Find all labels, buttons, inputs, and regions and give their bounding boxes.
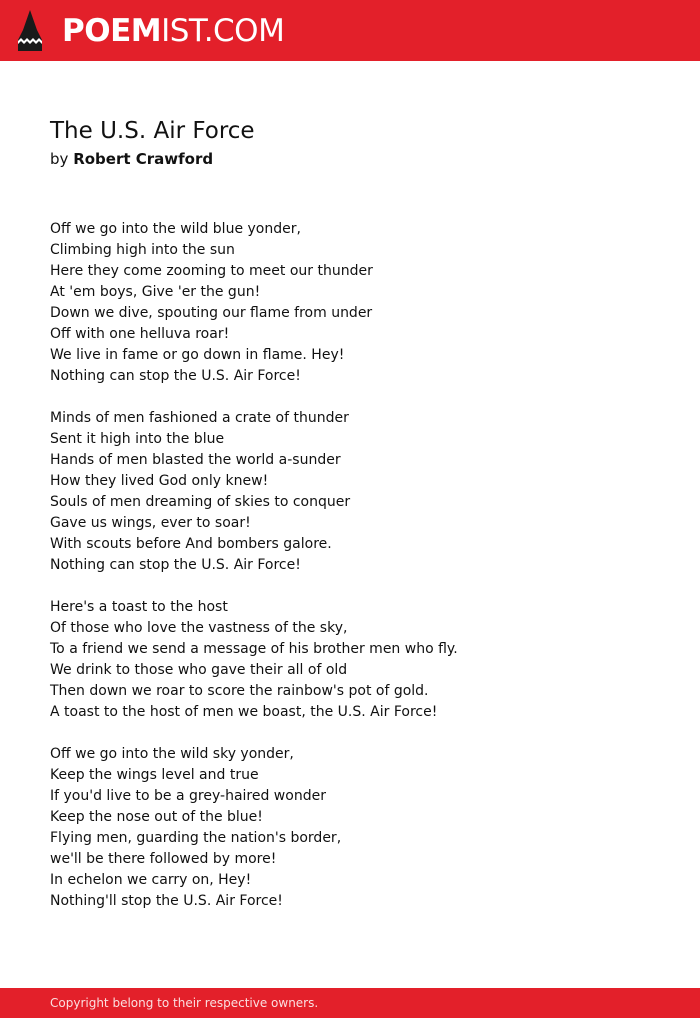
poem-line: Nothing can stop the U.S. Air Force! [50, 557, 301, 573]
by-prefix: by [50, 150, 69, 168]
poem-line: Flying men, guarding the nation's border, [50, 830, 342, 846]
poem-line: Hands of men blasted the world a-sunder [50, 452, 341, 468]
pen-nib-icon[interactable] [18, 10, 42, 51]
poem-stanza [50, 408, 670, 576]
poem-stanza [50, 744, 670, 912]
poem-line: How they lived God only knew! [50, 473, 269, 489]
poem-line: To a friend we send a message of his brother men who fly. [50, 641, 458, 657]
poem-line: Keep the wings level and true [50, 767, 259, 783]
site-header [0, 0, 700, 61]
poem-line: With scouts before And bombers galore. [50, 536, 332, 552]
poem-line: Off we go into the wild sky yonder, [50, 746, 294, 762]
poem-author: Robert Crawford [73, 150, 214, 168]
poem-line: we'll be there followed by more! [50, 851, 277, 867]
poem-stanza [50, 597, 670, 723]
copyright-notice: Copyright belong to their respective owners. [50, 996, 319, 1010]
poem-line: Gave us wings, ever to soar! [50, 515, 251, 531]
poem-line: Nothing can stop the U.S. Air Force! [50, 368, 301, 384]
poem-line: Nothing'll stop the U.S. Air Force! [50, 893, 283, 909]
poem-line: Sent it high into the blue [50, 431, 225, 447]
poem-line: We drink to those who gave their all of old [50, 662, 348, 678]
poem-line: Souls of men dreaming of skies to conquer [50, 494, 351, 510]
poem-line: Climbing high into the sun [50, 242, 235, 258]
poem-line: Here they come zooming to meet our thunder [50, 263, 373, 279]
brand-bold: POEM [62, 13, 162, 49]
poem-stanza [50, 219, 670, 387]
poem-line: A toast to the host of men we boast, the U.S. Air Force! [50, 704, 438, 720]
poem-line: Of those who love the vastness of the sky, [50, 620, 348, 636]
poem-line: We live in fame or go down in flame. Hey! [50, 347, 345, 363]
poem-line: Minds of men fashioned a crate of thunder [50, 410, 349, 426]
poem-title: The U.S. Air Force [50, 118, 255, 144]
site-footer [0, 988, 700, 1018]
poem-line: At 'em boys, Give 'er the gun! [50, 284, 261, 300]
poem-line: In echelon we carry on, Hey! [50, 872, 252, 888]
poem-line: Then down we roar to score the rainbow's pot of gold. [50, 683, 429, 699]
brand-light: IST.COM [161, 13, 285, 49]
site-logo-text[interactable] [62, 11, 284, 51]
poem-line: Keep the nose out of the blue! [50, 809, 263, 825]
poem-line: Off with one helluva roar! [50, 326, 230, 342]
poem-line: Down we dive, spouting our flame from under [50, 305, 373, 321]
poem-line: If you'd live to be a grey-haired wonder [50, 788, 326, 804]
poem-byline [50, 149, 213, 169]
poem-line: Off we go into the wild blue yonder, [50, 221, 301, 237]
poem-line: Here's a toast to the host [50, 599, 228, 615]
poem-body [50, 219, 670, 933]
